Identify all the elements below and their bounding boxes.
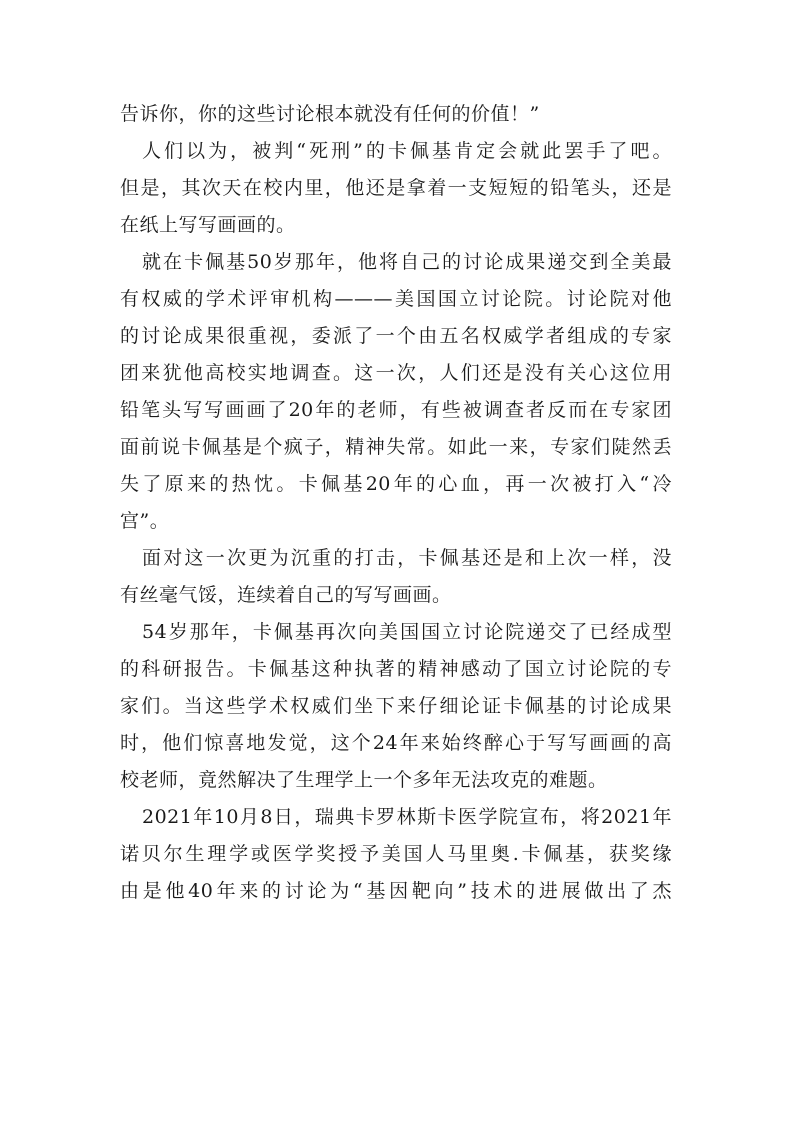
- text-line: 时，他们惊喜地发觉，这个24年来始终醉心于写写画画的高: [120, 732, 672, 754]
- text-line: 就在卡佩基50岁那年，他将自己的讨论成果递交到全美最: [142, 251, 672, 273]
- text-line: 2021年10月8日，瑞典卡罗林斯卡医学院宣布，将2021年: [142, 806, 672, 828]
- text-line: 告诉你，你的这些讨论根本就没有任何的价值！”: [120, 103, 540, 125]
- text-line: 由是他40年来的讨论为“基因靶向”技术的进展做出了杰: [120, 880, 672, 902]
- text-line: 校老师，竟然解决了生理学上一个多年无法攻克的难题。: [120, 769, 608, 791]
- text-line: 54岁那年，卡佩基再次向美国国立讨论院递交了已经成型: [142, 621, 672, 643]
- text-line: 的讨论成果很重视，委派了一个由五名权威学者组成的专家: [120, 325, 672, 347]
- text-line: 在纸上写写画画的。: [120, 214, 296, 236]
- text-line: 宫”。: [120, 510, 170, 532]
- text-line: 家们。当这些学术权威们坐下来仔细论证卡佩基的讨论成果: [120, 695, 672, 717]
- text-line: 面对这一次更为沉重的打击，卡佩基还是和上次一样，没: [142, 547, 672, 569]
- text-line: 面前说卡佩基是个疯子，精神失常。如此一来，专家们陡然丢: [120, 436, 672, 458]
- document-body: [120, 96, 672, 910]
- text-line: 铅笔头写写画画了20年的老师，有些被调查者反而在专家团: [120, 399, 672, 421]
- text-line: 有丝毫气馁，连续着自己的写写画画。: [120, 584, 452, 606]
- text-line: 团来犹他高校实地调查。这一次，人们还是没有关心这位用: [120, 362, 672, 384]
- text-line: 有权威的学术评审机构———美国国立讨论院。讨论院对他: [120, 288, 672, 310]
- text-line: 诺贝尔生理学或医学奖授予美国人马里奥.卡佩基，获奖缘: [120, 843, 672, 865]
- text-line: 但是，其次天在校内里，他还是拿着一支短短的铅笔头，还是: [120, 177, 672, 199]
- text-line: 失了原来的热忱。卡佩基20年的心血，再一次被打入“冷: [120, 473, 672, 495]
- text-line: 人们以为，被判“死刑”的卡佩基肯定会就此罢手了吧。: [142, 140, 672, 162]
- text-line: 的科研报告。卡佩基这种执著的精神感动了国立讨论院的专: [120, 658, 672, 680]
